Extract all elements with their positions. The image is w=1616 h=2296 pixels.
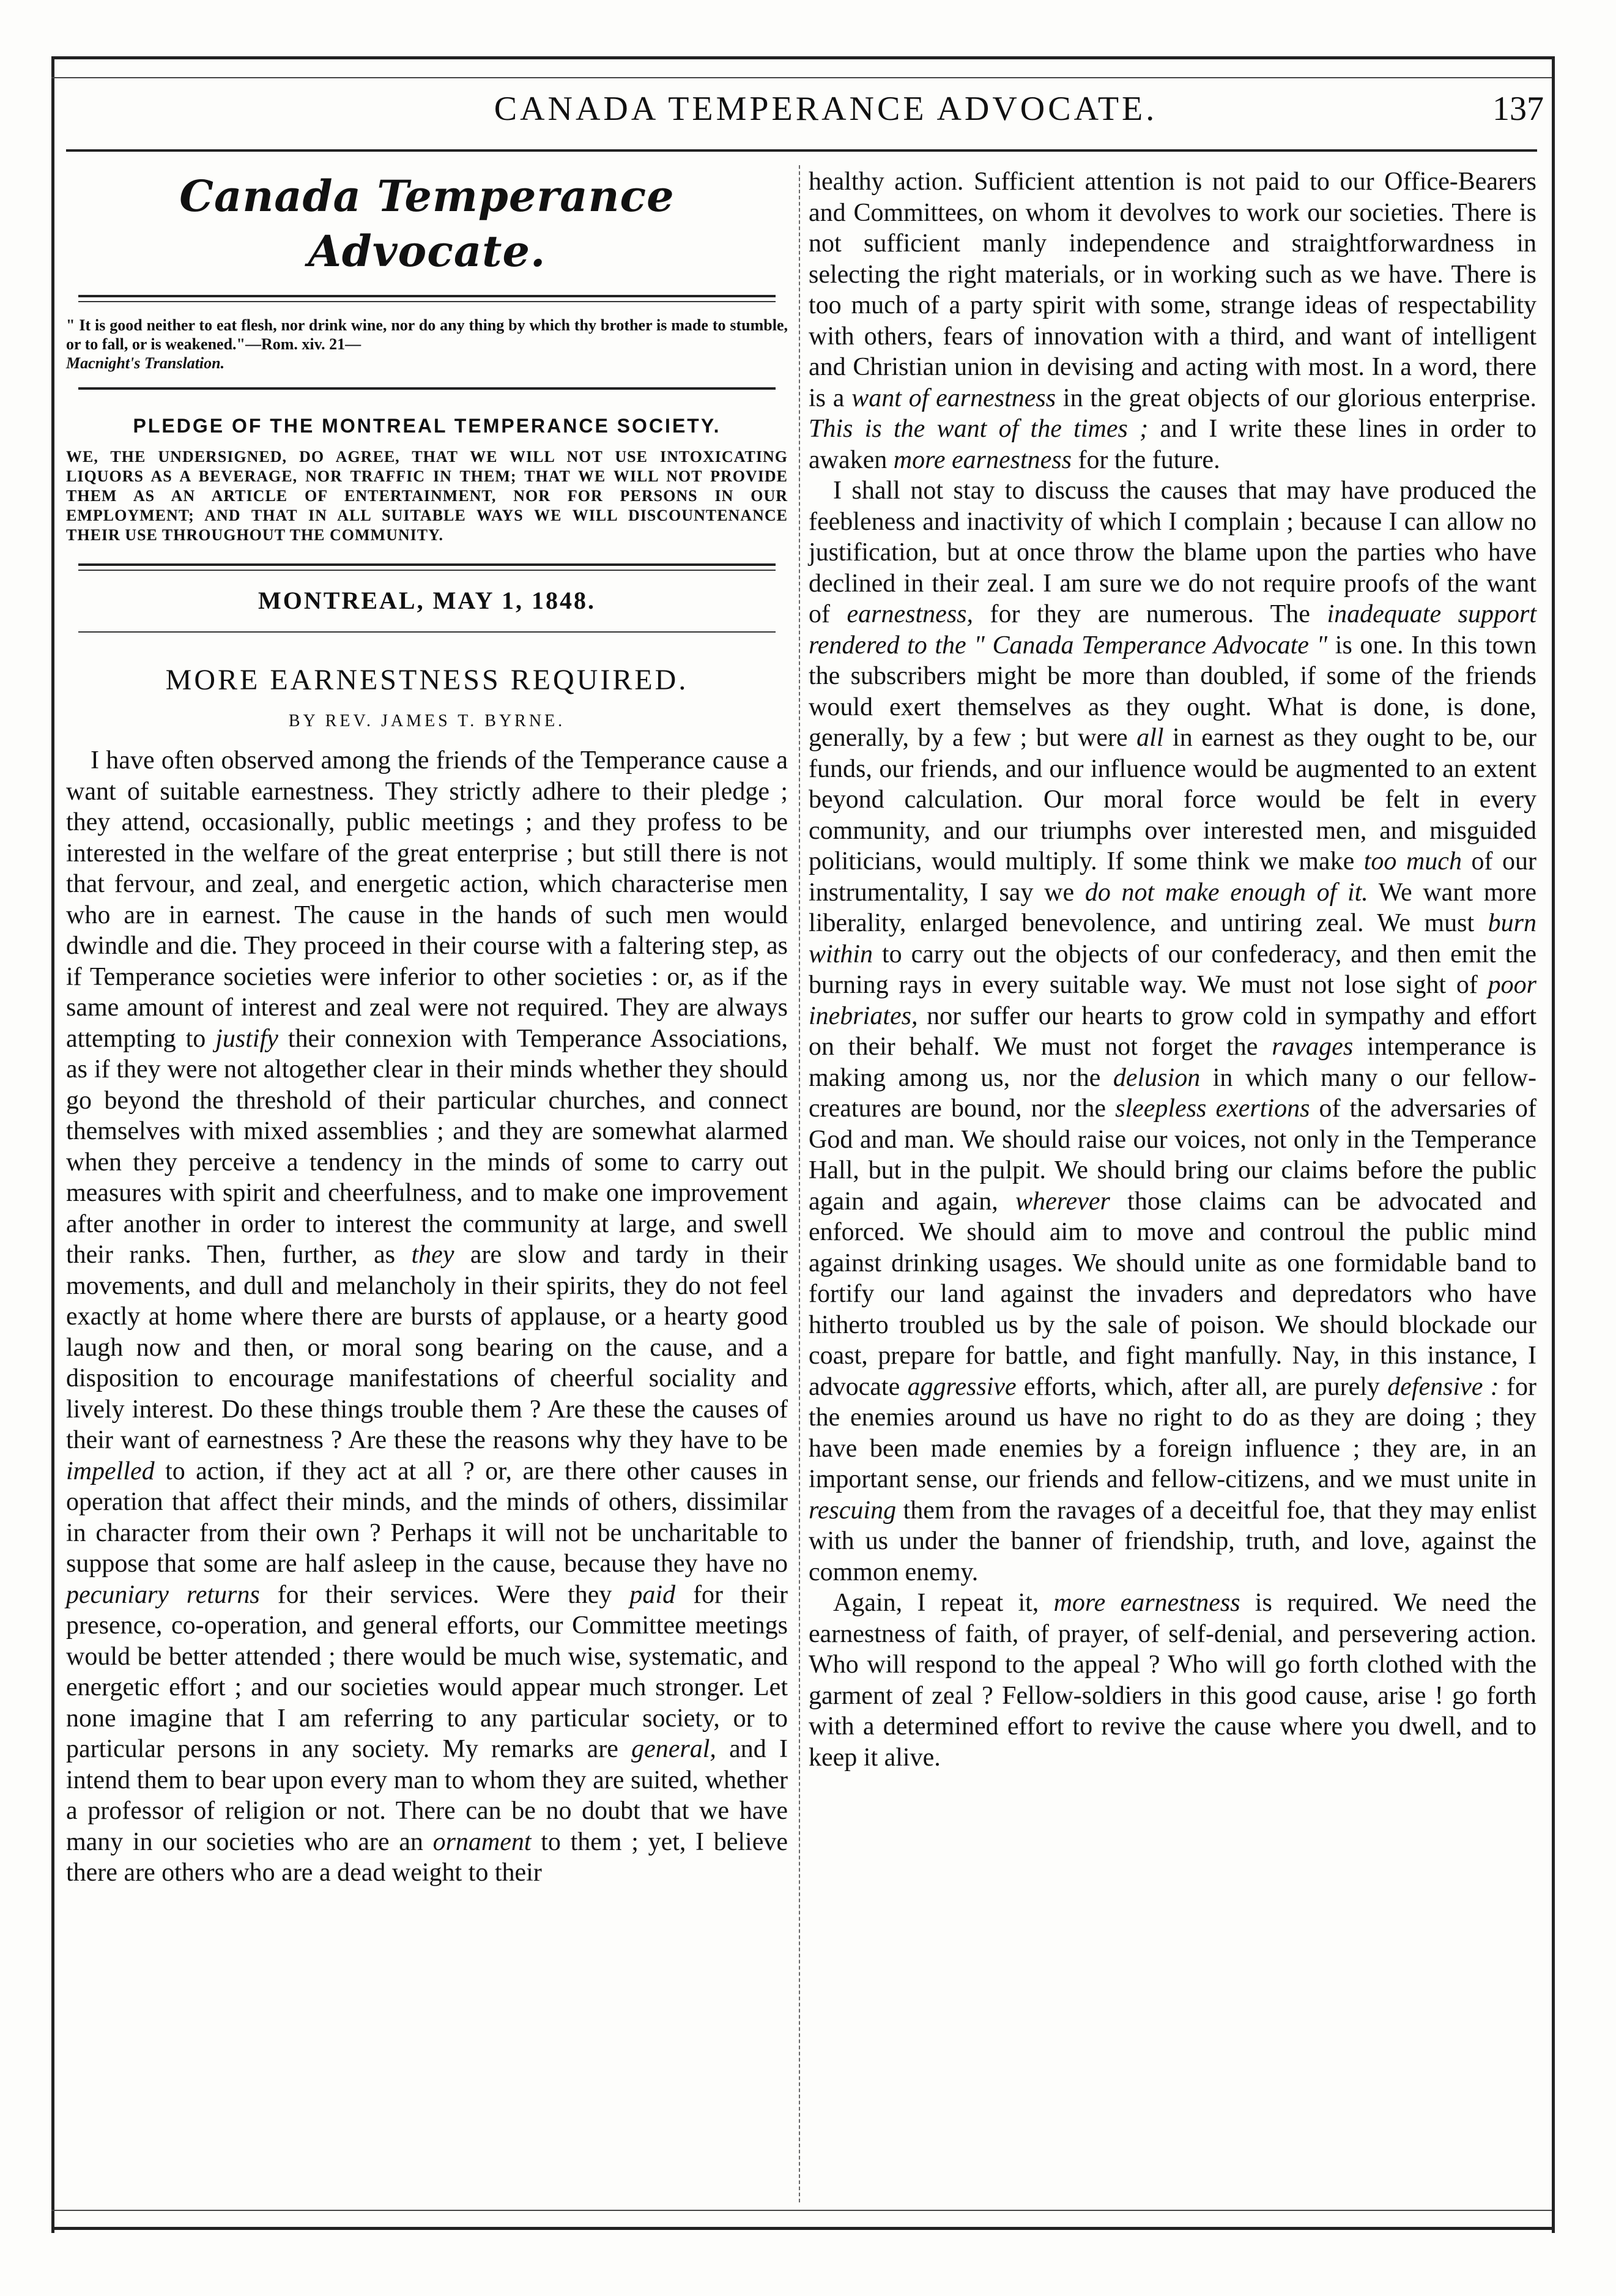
masthead-rule-thin bbox=[78, 301, 776, 302]
running-title: CANADA TEMPERANCE ADVOCATE. bbox=[494, 90, 1158, 128]
pledge-rule bbox=[78, 563, 776, 566]
article-paragraph: I have often observed among the friends of the Temperance cause a want of suitable earnestness. They strictly adhere to their pledge ; they attend, occasionally, public meetings ; and they profess to be interested in the welfare of the great enterprise ; but still there is not that fervour, and zeal, and energetic action, which characterise men who are in earnest. The cause in the hands of such men would dwindle and die. They proceed in their course with a faltering step, as if Temperance societies were inferior to other societies : or, as if the same amount of interest and zeal were not required. They are always attempting to justify their connexion with Temperance Associations, as if they were not altogether clear in their minds whether they should go beyond the threshold of their particular churches, and connect themselves with mixed assemblies ; and they are somewhat alarmed when they perceive a tendency in the minds of some to carry out measures with spirit and cheerfulness, and to make one improvement after another in order to interest the community at large, and swell their ranks. Then, further, as they are slow and tardy in their movements, and dull and melancholy in their spirits, they do not feel exactly at home where there are bursts of applause, or a hearty good laugh now and then, or moral song bearing on the cause, and a disposition to encourage manifestations of cheerful sociality and lively interest. Do these things trouble them ? Are these the causes of their want of earnestness ? Are these the reasons why they have to be impelled to action, if they act at all ? or, are there other causes in operation that affect their minds, and the minds of others, dissimilar in character from their own ? Perhaps it will not be uncharitable to suppose that some are half asleep in the cause, because they have no pecuniary returns for their services. Were they paid for their presence, co-operation, and general efforts, our Committee meetings would be better attended ; there would be much wise, systematic, and energetic effort ; and our societies would appear much stronger. Let none imagine that I am referring to any particular society, or to particular persons in any society. My remarks are general, and I intend them to bear upon every man to whom they are suited, whether a professor of religion or not. There can be no doubt that we have many in our societies who are an ornament to them ; yet, I believe there are others who are a dead weight to their bbox=[66, 746, 788, 1887]
pledge-text: WE, THE UNDERSIGNED, DO AGREE, THAT WE WILL NOT USE INTOXICATING LIQUORS AS A BEVERAGE, NOR TRAFFIC IN THEM; THAT WE WILL NOT PROVIDE THEM AS AN ARTICLE OF ENTERTAINMENT, NOR FOR PERSONS IN OUR EMPLOYMENT; AND THAT IN ALL SUITABLE WAYS WE WILL DISCOUNTENANCE THEIR USE THROUGHOUT THE COMMUNITY. bbox=[66, 448, 788, 544]
article-title: MORE EARNESTNESS REQUIRED. bbox=[165, 663, 689, 696]
top-rule bbox=[51, 56, 1552, 59]
right-column bbox=[809, 166, 1536, 1773]
bottom-inner-rule bbox=[51, 2210, 1552, 2211]
left-column bbox=[66, 166, 788, 1889]
bottom-rule bbox=[51, 2227, 1552, 2230]
masthead: Canada Temperance Advocate. bbox=[179, 171, 675, 277]
pledge-title: PLEDGE OF THE MONTREAL TEMPERANCE SOCIETY. bbox=[133, 415, 721, 437]
dateline-rule bbox=[78, 631, 776, 633]
epigraph-translation: Macnight's Translation. bbox=[66, 354, 225, 372]
epigraph-text: " It is good neither to eat flesh, nor drink wine, nor do any thing by which thy brother is made to stumble, or to fall, or is weakened."—Rom. xiv. 21— bbox=[66, 316, 788, 353]
article-paragraph: healthy action. Sufficient attention is not paid to our Office-Bearers and Committees, on whom it devolves to work our societies. There is not sufficient manly independence and straightforwardness in selecting the right materials, or in working such as we have. There is too much of a party spirit with some, strange ideas of respectability with others, fears of innovation with a third, and want of intelligent and Christian union in devising and acting with most. In a word, there is a want of earnestness in the great objects of our glorious enterprise. This is the want of the times ; and I write these lines in order to awaken more earnestness for the future. bbox=[809, 168, 1537, 474]
column-divider bbox=[799, 165, 800, 2202]
masthead-rule bbox=[78, 295, 776, 297]
article-paragraph: I shall not stay to discuss the causes that may have produced the feebleness and inactivity of which I complain ; because I can allow no justification, but at once throw the blame upon the parties who have declined in their zeal. I am sure we do not require proofs of the want of earnestness, for they are numerous. The inadequate support rendered to the " Canada Temperance Advocate " is one. In this town the subscribers might be more than doubled, if some of the friends would exert themselves as they ought. What is done, is done, generally, by a few ; but were all in earnest as they ought to be, our funds, our friends, and our influence would be augmented to an extent beyond calculation. Our moral force would be felt in every community, and our triumphs over interested men, and misguided politicians, would multiply. If some think we make too much of our instrumentality, I say we do not make enough of it. We want more liberality, enlarged benevolence, and untiring zeal. We must burn within to carry out the objects of our confederacy, and then emit the burning rays in every suitable way. We must not lose sight of poor inebriates, nor suffer our hearts to grow cold in sympathy and effort on their behalf. We must not forget the ravages intemperance is making among us, nor the delusion in which many o our fellow-creatures are bound, nor the sleepless exertions of the adversaries of God and man. We should raise our voices, not only in the Temperance Hall, but in the pulpit. We should bring our claims before the public again and again, wherever those claims can be advocated and enforced. We should aim to move and controul the public mind against drinking usages. We should unite as one formidable band to fortify our land against the invaders and depredators who have hitherto troubled us by the sale of poison. We should blockade our coast, prepare for battle, and fight manfully. Nay, in this instance, I advocate aggressive efforts, which, after all, are purely defensive : for the enemies around us have no right to do as they are doing ; they have been made enemies by a foreign influence ; they are, in an important sense, our friends and fellow-citizens, and we must unite in rescuing them from the ravages of a deceitful foe, that they may enlist with us under the banner of friendship, truth, and love, against the common enemy. bbox=[809, 477, 1537, 1586]
dateline: MONTREAL, MAY 1, 1848. bbox=[258, 587, 596, 614]
article-paragraph: Again, I repeat it, more earnestness is required. We need the earnestness of faith, of prayer, of self-denial, and persevering action. Who will respond to the appeal ? Who will go forth clothed with the garment of zeal ? Fellow-soldiers in this good cause, arise ! go forth with a determined effort to revive the cause where you dwell, and to keep it alive. bbox=[809, 1589, 1536, 1772]
page-number: 137 bbox=[1492, 90, 1544, 128]
header-rule bbox=[66, 149, 1537, 152]
article-byline: BY REV. JAMES T. BYRNE. bbox=[288, 711, 566, 730]
epigraph bbox=[66, 316, 788, 373]
epigraph-rule bbox=[78, 387, 776, 390]
top-inner-rule bbox=[51, 77, 1552, 78]
pledge-rule-thin bbox=[78, 570, 776, 571]
